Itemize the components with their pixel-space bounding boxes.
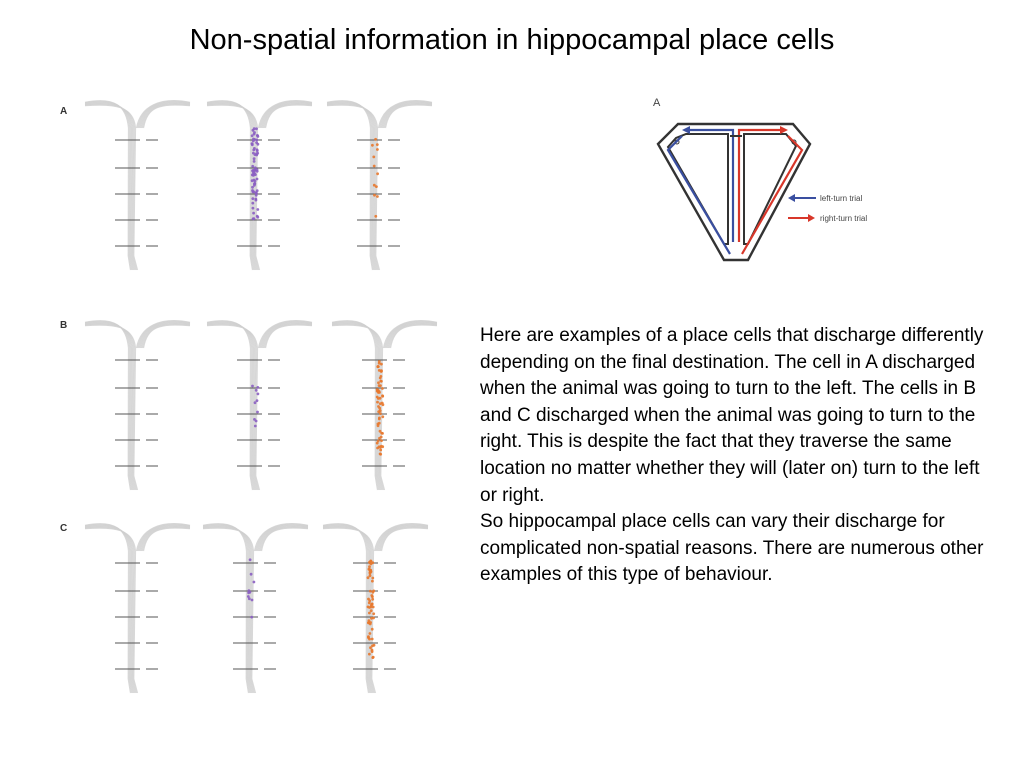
track-c1	[85, 524, 190, 693]
left-turn-path	[686, 130, 733, 242]
track-b3	[332, 321, 437, 490]
paragraph-2: So hippocampal place cells can vary their discharge for complicated non-spatial reasons. There are numerous other examples of this type of behaviour.	[480, 511, 984, 586]
panel-letter-a: A	[60, 106, 68, 117]
row-a	[60, 101, 432, 270]
legend-left-turn-label: left-turn trial	[820, 194, 863, 203]
track-b1	[85, 321, 190, 490]
maze-diagram	[648, 92, 898, 272]
track-c3	[323, 524, 428, 693]
maze-inner-wall-right	[744, 134, 796, 244]
row-b	[60, 320, 437, 490]
legend-right-turn	[788, 214, 867, 223]
legend-left-turn	[788, 194, 862, 203]
track-a1	[85, 101, 190, 270]
body-text	[480, 323, 985, 589]
right-turn-arrowhead	[780, 126, 788, 134]
left-turn-arrowhead	[682, 126, 690, 134]
left-turn-return	[668, 136, 730, 254]
diagram-panel-letter: A	[653, 97, 661, 109]
place-cell-figure	[50, 88, 450, 698]
track-a3	[327, 101, 432, 270]
track-b2	[207, 321, 312, 490]
track-a2	[207, 101, 312, 270]
row-c	[60, 523, 428, 693]
legend-right-turn-label: right-turn trial	[820, 214, 868, 223]
panel-letter-c: C	[60, 523, 68, 534]
slide-title: Non-spatial information in hippocampal place cells	[189, 24, 835, 56]
paragraph-1: Here are examples of a place cells that discharge differently depending on the final destination. The cell in A discharged when the animal was going to turn to the left. The cells in B and C discharged when the animal was going to turn to the right. This is despite the fact that they traverse the same location no matter whether they will (later on) turn to the left or right.	[480, 325, 984, 506]
panel-letter-b: B	[60, 320, 68, 331]
track-c2	[203, 524, 308, 693]
maze-inner-wall	[668, 134, 728, 244]
